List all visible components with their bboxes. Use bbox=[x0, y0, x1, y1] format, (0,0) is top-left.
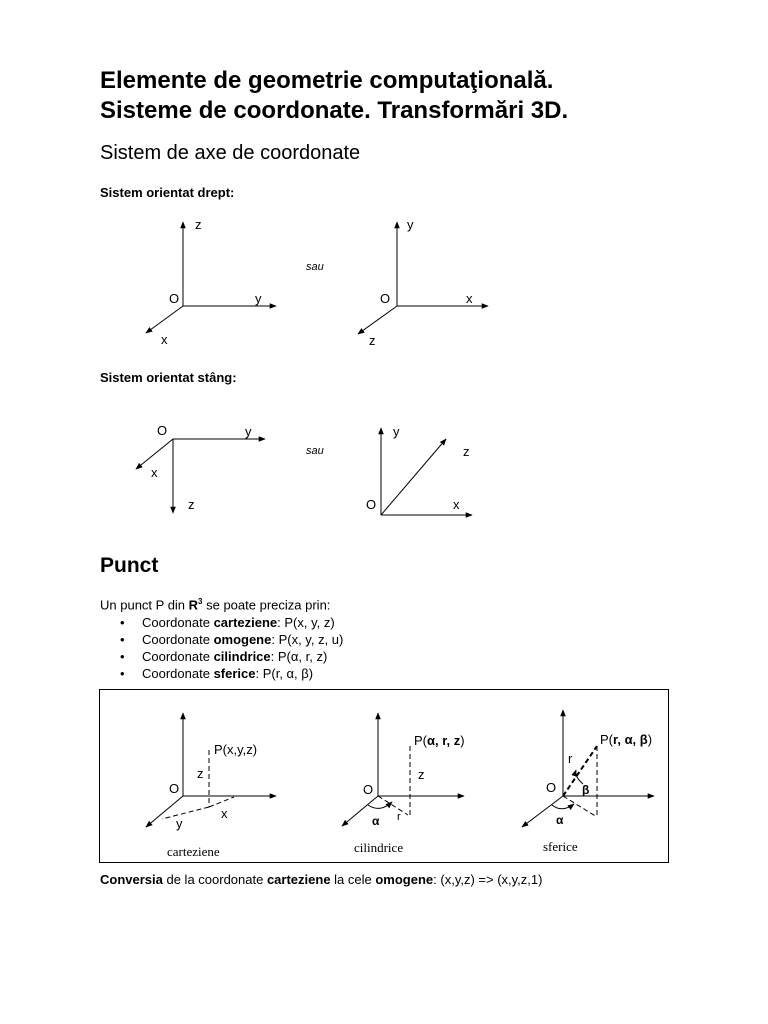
beta-label: β bbox=[582, 783, 590, 797]
spherical-caption: sferice bbox=[543, 839, 578, 854]
section-heading-point: Punct bbox=[100, 554, 159, 577]
y-label: y bbox=[393, 424, 400, 439]
x-label: x bbox=[453, 497, 460, 512]
spherical-point-label: P(r, α, β) bbox=[600, 732, 653, 747]
x-label: x bbox=[151, 465, 158, 480]
origin-label: O bbox=[380, 291, 391, 306]
z-axis-arrow bbox=[381, 439, 446, 515]
cylindrical-caption: cilindrice bbox=[354, 840, 404, 855]
origin-label: O bbox=[546, 780, 557, 795]
intro-text: Un punct P din bbox=[100, 597, 189, 613]
section-heading-axes: Sistem de axe de coordonate bbox=[100, 142, 361, 164]
right-system-label: Sistem orientat drept: bbox=[100, 185, 235, 200]
cylindrical-point-label: P(α, r, z) bbox=[414, 733, 465, 748]
r-exponent: 3 bbox=[198, 597, 203, 606]
origin-label: O bbox=[157, 423, 168, 438]
y-label: y bbox=[255, 291, 262, 306]
z-label: z bbox=[188, 497, 195, 512]
list-item: • Coordonate omogene: P(x, y, z, u) bbox=[120, 631, 343, 648]
cartesian-point-label: P(x,y,z) bbox=[214, 742, 258, 757]
alpha-label: α bbox=[372, 814, 380, 828]
point-intro bbox=[100, 597, 330, 612]
list-item: • Coordonate carteziene: P(x, y, z) bbox=[120, 614, 343, 631]
x-label: x bbox=[161, 332, 168, 347]
z-label: z bbox=[369, 333, 376, 348]
z-label: z bbox=[418, 767, 425, 782]
z-axis-arrow bbox=[358, 306, 397, 334]
intro-text-end: se poate preciza prin: bbox=[202, 597, 331, 613]
x-label: x bbox=[466, 291, 473, 306]
y-label: y bbox=[245, 424, 252, 439]
x-label: x bbox=[221, 806, 228, 821]
left-handed-diagram-2 bbox=[366, 424, 472, 515]
right-handed-diagram-1 bbox=[146, 217, 276, 347]
coordinate-types-list bbox=[120, 614, 343, 682]
or-word-1: sau bbox=[306, 261, 324, 273]
cylindrical-diagram bbox=[342, 713, 465, 855]
alpha-label: α bbox=[556, 813, 564, 827]
origin-label: O bbox=[169, 781, 180, 796]
r-symbol: R bbox=[188, 597, 199, 613]
z-label: z bbox=[463, 444, 470, 459]
y-label: y bbox=[407, 217, 414, 232]
spherical-diagram bbox=[522, 710, 654, 854]
x-axis-arrow bbox=[146, 306, 183, 333]
list-item: • Coordonate cilindrice: P(α, r, z) bbox=[120, 648, 343, 665]
cartesian-caption: carteziene bbox=[167, 844, 220, 859]
origin-label: O bbox=[363, 782, 374, 797]
left-system-label: Sistem orientat stâng: bbox=[100, 370, 237, 385]
z-label: z bbox=[195, 217, 202, 232]
title-line-1: Elemente de geometrie computaţională. bbox=[100, 67, 554, 94]
figure-frame bbox=[100, 690, 669, 863]
conversion-sentence: Conversia de la coordonate carteziene la cele omogene: (x,y,z) => (x,y,z,1) bbox=[100, 872, 543, 887]
z-label: z bbox=[197, 766, 204, 781]
title-line-2: Sisteme de coordonate. Transformări 3D. bbox=[100, 97, 569, 124]
origin-label: O bbox=[366, 497, 377, 512]
coordinate-systems-figure bbox=[0, 680, 768, 870]
r-label: r bbox=[568, 751, 573, 766]
y-label: y bbox=[176, 816, 183, 831]
r-label: r bbox=[397, 811, 401, 823]
origin-label: O bbox=[169, 291, 180, 306]
cartesian-diagram bbox=[146, 713, 276, 859]
left-handed-diagram-1 bbox=[136, 423, 265, 513]
or-word-2: sau bbox=[306, 445, 324, 457]
list-item: • Coordonate sferice: P(r, α, β) bbox=[120, 665, 343, 682]
right-handed-diagram-2 bbox=[358, 217, 488, 348]
